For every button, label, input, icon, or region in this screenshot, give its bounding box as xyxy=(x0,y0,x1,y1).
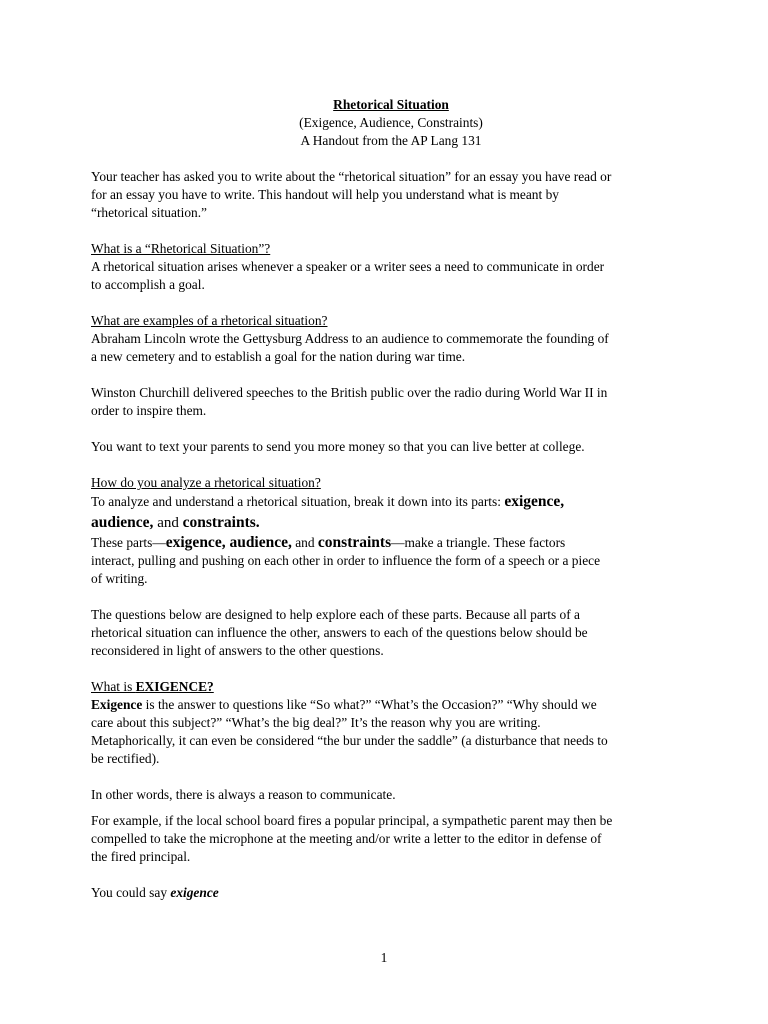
heading-term: EXIGENCE? xyxy=(135,679,214,694)
body-line: of writing. xyxy=(91,571,148,586)
body-line: Metaphorically, it can even be considered “the bur under the saddle” (a disturbance that needs to xyxy=(91,733,608,748)
exigence-lead-line xyxy=(91,696,691,714)
body-line: rhetorical situation can influence the other, answers to each of the questions below should be xyxy=(91,625,588,640)
body-line: The questions below are designed to help explore each of these parts. Because all parts of a xyxy=(91,607,580,622)
analyze-line xyxy=(91,512,691,534)
parts-constraints: constraints xyxy=(317,534,392,551)
could-say-line xyxy=(91,884,691,902)
body-line: A rhetorical situation arises whenever a speaker or a writer sees a need to communicate in order xyxy=(91,259,605,274)
intro-line: Your teacher has asked you to write about the “rhetorical situation” for an essay you have read or xyxy=(91,169,612,184)
page-number: 1 xyxy=(380,950,388,965)
body-line: reconsidered in light of answers to the other questions. xyxy=(91,643,384,658)
lead-rest: is the answer to questions like “So what?” “What’s the Occasion?” “Why should we xyxy=(142,697,597,712)
and-word: and xyxy=(153,515,183,531)
could-say-prefix: You could say xyxy=(91,885,171,900)
body-line: order to inspire them. xyxy=(91,403,207,418)
parts-suffix: —make a triangle. These factors xyxy=(391,535,566,550)
parts-line xyxy=(91,534,691,552)
analyze-text: To analyze and understand a rhetorical situation, break it down into its parts: xyxy=(91,494,505,509)
document-source: A Handout from the AP Lang 131 xyxy=(300,133,482,148)
body-line: For example, if the local school board fires a popular principal, a sympathetic parent may then be xyxy=(91,813,613,828)
term-constraints: constraints. xyxy=(182,514,260,531)
body-line: In other words, there is always a reason to communicate. xyxy=(91,787,396,802)
body-line: a new cemetery and to establish a goal for the nation during war time. xyxy=(91,349,466,364)
parts-and: and xyxy=(291,535,318,550)
body-line: compelled to take the microphone at the meeting and/or write a letter to the editor in defense of xyxy=(91,831,602,846)
section-heading-exigence xyxy=(91,678,691,696)
analyze-line xyxy=(91,492,691,512)
body-line: Winston Churchill delivered speeches to the British public over the radio during World War II in xyxy=(91,385,608,400)
document-subtitle: (Exigence, Audience, Constraints) xyxy=(299,115,483,130)
document-page xyxy=(91,96,691,902)
term-audience: audience, xyxy=(91,514,154,531)
parts-prefix: These parts— xyxy=(91,535,166,550)
body-line: care about this subject?” “What’s the big deal?” It’s the reason why you are writing. xyxy=(91,715,541,730)
heading-prefix: What is xyxy=(91,679,136,694)
parts-exigence-audience: exigence, audience, xyxy=(165,534,292,551)
section-heading-examples: What are examples of a rhetorical situation? xyxy=(91,313,328,328)
could-say-term: exigence xyxy=(170,885,219,900)
lead-term: Exigence xyxy=(91,697,143,712)
body-line: the fired principal. xyxy=(91,849,191,864)
body-line: You want to text your parents to send you more money so that you can live better at college. xyxy=(91,439,585,454)
body-line: interact, pulling and pushing on each other in order to influence the form of a speech or a piece xyxy=(91,553,601,568)
body-line: Abraham Lincoln wrote the Gettysburg Address to an audience to commemorate the founding of xyxy=(91,331,609,346)
body-line: be rectified). xyxy=(91,751,160,766)
intro-line: for an essay you have to write. This handout will help you understand what is meant by xyxy=(91,187,559,202)
section-heading-what-is: What is a “Rhetorical Situation”? xyxy=(91,241,271,256)
intro-line: “rhetorical situation.” xyxy=(91,205,208,220)
term-exigence: exigence, xyxy=(504,493,565,510)
document-title: Rhetorical Situation xyxy=(333,97,449,112)
body-line: to accomplish a goal. xyxy=(91,277,205,292)
section-heading-analyze: How do you analyze a rhetorical situation? xyxy=(91,475,321,490)
